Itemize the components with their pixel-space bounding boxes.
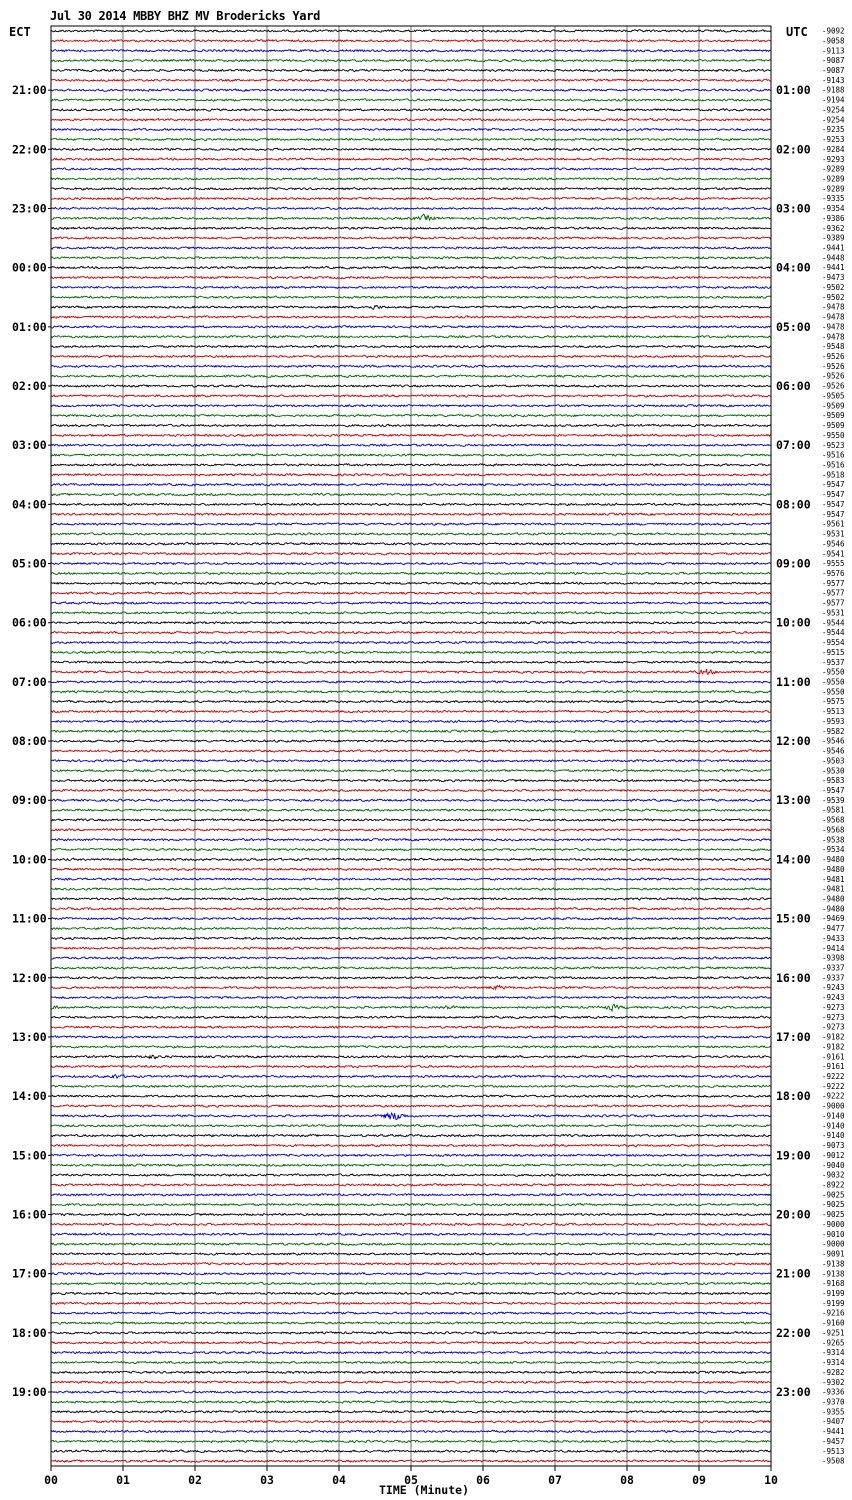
trace-value-label: -9555 — [822, 559, 845, 569]
x-tick-label: 10 — [764, 1473, 778, 1487]
trace-value-label: -9518 — [822, 470, 845, 480]
ect-hour-label: 18:00 — [12, 1325, 47, 1340]
trace-value-label: -9539 — [822, 795, 845, 805]
ect-hour-label: 19:00 — [12, 1385, 47, 1400]
x-axis-title: TIME (Minute) — [378, 1483, 470, 1497]
trace-value-label: -9537 — [822, 657, 845, 667]
utc-hour-label: 09:00 — [776, 556, 811, 571]
ect-hour-label: 14:00 — [12, 1089, 47, 1104]
trace-value-label: -9544 — [822, 628, 845, 638]
x-tick-label: 07 — [548, 1473, 562, 1487]
trace-value-label: -9530 — [822, 766, 845, 776]
x-tick-label: 08 — [620, 1473, 634, 1487]
trace-value-label: -9000 — [822, 1101, 845, 1111]
utc-hour-label: 21:00 — [776, 1266, 811, 1281]
trace-value-label: -9025 — [822, 1200, 845, 1210]
trace-value-label: -9289 — [822, 184, 845, 194]
trace-value-label: -9516 — [822, 460, 845, 470]
trace-value-label: -9370 — [822, 1397, 845, 1407]
trace-value-label: -9441 — [822, 1427, 845, 1437]
utc-hour-label: 15:00 — [776, 911, 811, 926]
utc-hour-label: 02:00 — [776, 142, 811, 157]
utc-hour-label: 07:00 — [776, 438, 811, 453]
x-tick-label: 00 — [44, 1473, 58, 1487]
plot-grid — [51, 26, 771, 1466]
chart-title: Jul 30 2014 MBBY BHZ MV Brodericks Yard — [50, 9, 321, 23]
trace-value-label: -9547 — [822, 490, 845, 500]
trace-value-label: -9143 — [822, 75, 845, 85]
trace-value-label: -9273 — [822, 1002, 845, 1012]
trace-value-label: -9199 — [822, 1298, 845, 1308]
trace-value-label: -9546 — [822, 736, 845, 746]
trace-value-label: -9273 — [822, 1012, 845, 1022]
trace-value-label: -9477 — [822, 924, 845, 934]
x-tick-label: 09 — [692, 1473, 706, 1487]
trace-value-label: -9182 — [822, 1042, 845, 1052]
trace-value-label: -9513 — [822, 1446, 845, 1456]
trace-value-label: -9502 — [822, 282, 845, 292]
trace-value-label: -9222 — [822, 1091, 845, 1101]
trace-value-label: -9335 — [822, 194, 845, 204]
trace-value-label: -9550 — [822, 667, 845, 677]
trace-value-label: -9282 — [822, 1367, 845, 1377]
trace-value-label: -9457 — [822, 1436, 845, 1446]
trace-value-label: -9222 — [822, 1072, 845, 1082]
trace-value-label: -9253 — [822, 135, 845, 145]
trace-value-label: -9289 — [822, 174, 845, 184]
trace-value-label: -9254 — [822, 105, 845, 115]
trace-value-label: -9251 — [822, 1328, 845, 1338]
trace-value-label: -9138 — [822, 1269, 845, 1279]
trace-value-label: -9577 — [822, 588, 845, 598]
trace-value-label: -9478 — [822, 312, 845, 322]
trace-value-label: -9581 — [822, 805, 845, 815]
utc-hour-label: 19:00 — [776, 1148, 811, 1163]
right-timezone-label: UTC — [786, 25, 808, 39]
trace-value-label: -9478 — [822, 322, 845, 332]
trace-value-label: -9161 — [822, 1052, 845, 1062]
trace-value-label: -9576 — [822, 568, 845, 578]
trace-value-label: -9548 — [822, 342, 845, 352]
trace-value-label: -9091 — [822, 1249, 845, 1259]
trace-value-label: -9302 — [822, 1377, 845, 1387]
trace-value-label: -9337 — [822, 963, 845, 973]
trace-value-label: -9113 — [822, 46, 845, 56]
trace-value-label: -9235 — [822, 125, 845, 135]
trace-value-label: -9216 — [822, 1308, 845, 1318]
trace-value-label: -9284 — [822, 144, 845, 154]
trace-value-label: -9480 — [822, 864, 845, 874]
trace-value-label: -9138 — [822, 1259, 845, 1269]
trace-value-label: -9593 — [822, 716, 845, 726]
trace-value-label: -9546 — [822, 539, 845, 549]
ect-hour-label: 23:00 — [12, 201, 47, 216]
ect-hour-label: 08:00 — [12, 734, 47, 749]
ect-hour-label: 22:00 — [12, 142, 47, 157]
trace-value-label: -9010 — [822, 1229, 845, 1239]
trace-value-label: -9448 — [822, 253, 845, 263]
trace-value-label: -9289 — [822, 164, 845, 174]
trace-value-label: -9513 — [822, 707, 845, 717]
trace-value-label: -9314 — [822, 1358, 845, 1368]
ect-hour-label: 09:00 — [12, 793, 47, 808]
trace-value-label: -9032 — [822, 1170, 845, 1180]
ect-hour-label: 07:00 — [12, 674, 47, 689]
trace-value-label: -9547 — [822, 499, 845, 509]
trace-value-label: -9582 — [822, 726, 845, 736]
trace-value-label: -9516 — [822, 450, 845, 460]
trace-value-label: -9058 — [822, 36, 845, 46]
trace-value-label: -9025 — [822, 1190, 845, 1200]
trace-value-label: -9538 — [822, 835, 845, 845]
utc-hour-label: 14:00 — [776, 852, 811, 867]
trace-value-label: -9550 — [822, 677, 845, 687]
trace-value-label: -9478 — [822, 332, 845, 342]
trace-value-label: -9398 — [822, 953, 845, 963]
trace-value-label: -9534 — [822, 845, 845, 855]
trace-value-label: -9254 — [822, 115, 845, 125]
utc-hour-label: 08:00 — [776, 497, 811, 512]
trace-value-label: -9554 — [822, 638, 845, 648]
ect-hour-label: 10:00 — [12, 852, 47, 867]
trace-value-label: -9547 — [822, 480, 845, 490]
trace-value-label: -9550 — [822, 687, 845, 697]
trace-value-label: -9583 — [822, 776, 845, 786]
utc-hour-label: 11:00 — [776, 674, 811, 689]
trace-value-label: -9526 — [822, 361, 845, 371]
x-tick-label: 05 — [404, 1473, 418, 1487]
trace-value-label: -9160 — [822, 1318, 845, 1328]
ect-hour-label: 11:00 — [12, 911, 47, 926]
trace-value-label: -9531 — [822, 608, 845, 618]
trace-value-label: -9575 — [822, 697, 845, 707]
trace-value-label: -9314 — [822, 1348, 845, 1358]
x-tick-label: 04 — [332, 1473, 346, 1487]
x-tick-label: 03 — [260, 1473, 274, 1487]
utc-hour-label: 06:00 — [776, 379, 811, 393]
utc-hour-label: 22:00 — [776, 1325, 811, 1340]
trace-value-label: -9481 — [822, 884, 845, 894]
x-tick-label: 02 — [188, 1473, 202, 1487]
trace-value-label: -9243 — [822, 993, 845, 1003]
trace-value-label: -9433 — [822, 933, 845, 943]
utc-hour-label: 23:00 — [776, 1385, 811, 1400]
trace-value-label: -9362 — [822, 223, 845, 233]
trace-value-label: -9243 — [822, 983, 845, 993]
trace-value-label: -9073 — [822, 1141, 845, 1151]
trace-value-label: -9188 — [822, 85, 845, 95]
utc-hour-label: 12:00 — [776, 734, 811, 749]
trace-value-label: -9531 — [822, 529, 845, 539]
trace-value-label: -9273 — [822, 1022, 845, 1032]
left-timezone-label: ECT — [9, 25, 31, 39]
trace-value-label: -9503 — [822, 756, 845, 766]
trace-value-label: -9509 — [822, 411, 845, 421]
axis-labels — [12, 27, 845, 1487]
trace-value-label: -9040 — [822, 1160, 845, 1170]
trace-value-label: -9505 — [822, 391, 845, 401]
ect-hour-label: 06:00 — [12, 615, 47, 630]
trace-value-label: -9441 — [822, 263, 845, 273]
trace-value-label: -9547 — [822, 785, 845, 795]
trace-value-label: -9140 — [822, 1121, 845, 1131]
trace-value-label: -9265 — [822, 1338, 845, 1348]
ect-hour-label: 00:00 — [12, 260, 47, 275]
utc-hour-label: 17:00 — [776, 1029, 811, 1044]
trace-value-label: -9092 — [822, 26, 845, 36]
trace-value-label: -9161 — [822, 1062, 845, 1072]
trace-value-label: -9194 — [822, 95, 845, 105]
trace-value-label: -9000 — [822, 1219, 845, 1229]
trace-value-label: -9012 — [822, 1150, 845, 1160]
trace-value-label: -9473 — [822, 273, 845, 283]
trace-value-label: -9293 — [822, 154, 845, 164]
utc-hour-label: 04:00 — [776, 260, 811, 275]
trace-value-label: -9508 — [822, 1456, 845, 1466]
trace-value-label: -9547 — [822, 509, 845, 519]
trace-value-label: -9509 — [822, 401, 845, 411]
trace-value-label: -9481 — [822, 874, 845, 884]
trace-value-label: -9025 — [822, 1210, 845, 1220]
trace-value-label: -9337 — [822, 973, 845, 983]
ect-hour-label: 03:00 — [12, 438, 47, 453]
trace-value-label: -9000 — [822, 1239, 845, 1249]
trace-value-label: -9544 — [822, 618, 845, 628]
trace-value-label: -9441 — [822, 243, 845, 253]
trace-value-label: -8922 — [822, 1180, 845, 1190]
ect-hour-label: 05:00 — [12, 556, 47, 571]
trace-value-label: -9354 — [822, 204, 845, 214]
ect-hour-label: 12:00 — [12, 970, 47, 985]
trace-value-label: -9168 — [822, 1279, 845, 1289]
utc-hour-label: 10:00 — [776, 615, 811, 630]
trace-value-label: -9140 — [822, 1111, 845, 1121]
ect-hour-label: 21:00 — [12, 83, 47, 98]
trace-value-label: -9140 — [822, 1131, 845, 1141]
ect-hour-label: 02:00 — [12, 379, 47, 393]
trace-value-label: -9568 — [822, 825, 845, 835]
trace-value-label: -9480 — [822, 904, 845, 914]
trace-value-label: -9526 — [822, 371, 845, 381]
trace-value-label: -9407 — [822, 1417, 845, 1427]
ect-hour-label: 13:00 — [12, 1029, 47, 1044]
trace-value-label: -9355 — [822, 1407, 845, 1417]
trace-value-label: -9541 — [822, 549, 845, 559]
trace-value-label: -9389 — [822, 233, 845, 243]
trace-value-label: -9526 — [822, 381, 845, 391]
trace-value-label: -9523 — [822, 440, 845, 450]
ect-hour-label: 16:00 — [12, 1207, 47, 1222]
x-tick-label: 01 — [116, 1473, 130, 1487]
trace-value-label: -9561 — [822, 519, 845, 529]
trace-value-label: -9502 — [822, 292, 845, 302]
utc-hour-label: 03:00 — [776, 201, 811, 216]
utc-hour-label: 13:00 — [776, 793, 811, 808]
trace-value-label: -9469 — [822, 914, 845, 924]
trace-value-label: -9515 — [822, 647, 845, 657]
trace-value-label: -9509 — [822, 421, 845, 431]
x-tick-label: 06 — [476, 1473, 490, 1487]
utc-hour-label: 05:00 — [776, 319, 811, 334]
trace-value-label: -9222 — [822, 1081, 845, 1091]
ect-hour-label: 15:00 — [12, 1148, 47, 1163]
utc-hour-label: 01:00 — [776, 83, 811, 98]
trace-value-label: -9480 — [822, 855, 845, 865]
trace-value-label: -9087 — [822, 56, 845, 66]
utc-hour-label: 18:00 — [776, 1089, 811, 1104]
ect-hour-label: 17:00 — [12, 1266, 47, 1281]
trace-value-label: -9577 — [822, 598, 845, 608]
trace-value-label: -9577 — [822, 578, 845, 588]
ect-hour-label: 04:00 — [12, 497, 47, 512]
trace-value-label: -9182 — [822, 1032, 845, 1042]
utc-hour-label: 16:00 — [776, 970, 811, 985]
trace-value-label: -9526 — [822, 352, 845, 362]
trace-value-label: -9568 — [822, 815, 845, 825]
trace-value-label: -9550 — [822, 430, 845, 440]
ect-hour-label: 01:00 — [12, 319, 47, 334]
trace-value-label: -9199 — [822, 1288, 845, 1298]
trace-value-label: -9414 — [822, 943, 845, 953]
trace-value-label: -9087 — [822, 65, 845, 75]
trace-value-label: -9386 — [822, 213, 845, 223]
trace-value-label: -9546 — [822, 746, 845, 756]
trace-value-label: -9336 — [822, 1387, 845, 1397]
utc-hour-label: 20:00 — [776, 1207, 811, 1222]
trace-value-label: -9480 — [822, 894, 845, 904]
trace-value-label: -9478 — [822, 302, 845, 312]
